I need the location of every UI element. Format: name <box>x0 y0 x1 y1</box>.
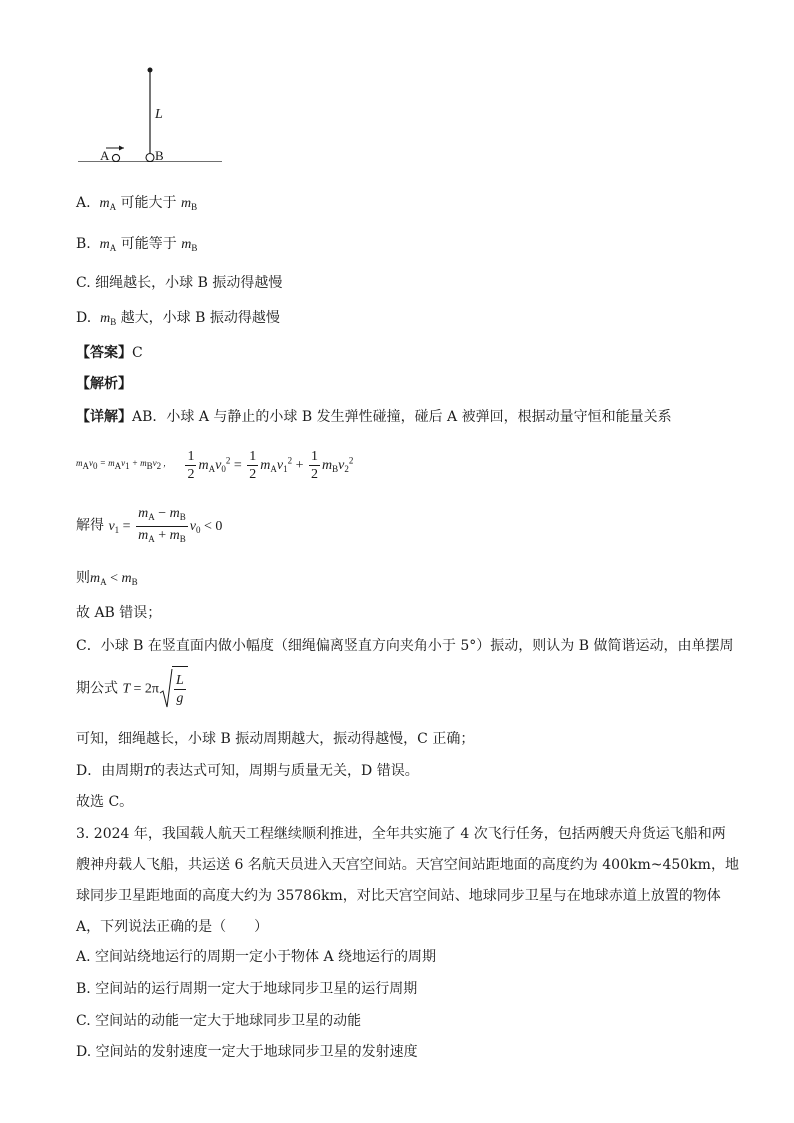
c-analysis: C．小球 B 在竖直面内做小幅度（细绳偏离竖直方向夹角小于 5°）振动，则认为 B 做简谐运动，由单摆周 <box>76 638 734 654</box>
q2-option-b: B. $m_A$ 可能等于 $m_B$ <box>76 236 198 253</box>
formula: $m_A < m_B$ <box>90 571 138 587</box>
answer-line: 【答案】C <box>76 345 143 361</box>
mass-relation: 则$m_A < m_B$ <box>76 570 138 587</box>
q3-stem-1: 3. 2024 年，我国载人航天工程继续顺利推进，全年共实施了 4 次飞行任务，包括两艘天舟货运飞船和两 <box>76 826 726 842</box>
momentum-equation: $m_Av_0 = m_Av_1 + m_Bv_2$ , <box>76 458 166 472</box>
ball-a-label: A <box>100 148 110 162</box>
ball-b <box>146 154 154 162</box>
ball-b-label: B <box>155 148 164 162</box>
final-answer: 故选 C。 <box>76 794 134 810</box>
q3-stem-4: A，下列说法正确的是（ ） <box>76 919 269 935</box>
sqrt-sign <box>159 667 173 711</box>
analysis-heading: 【解析】 <box>76 376 132 392</box>
formula: $m_B$ <box>181 196 198 212</box>
q2-option-d: D. $m_B$ 越大，小球 B 振动得越慢 <box>76 310 280 327</box>
pendulum-figure <box>70 62 230 162</box>
equations-line <box>76 442 353 487</box>
velocity-arrowhead <box>119 146 124 151</box>
q3-stem-3: 球同步卫星距地面的高度大约为 35786km，对比天宫空间站、地球同步卫星与在地球赤道上放置的物体 <box>76 888 721 904</box>
length-label: L <box>155 107 163 122</box>
formula: $m_B$ <box>181 237 198 253</box>
formula: $m_B$ <box>100 311 117 327</box>
c-conclusion: 可知，细绳越长，小球 B 振动周期越大，振动得越慢，C 正确； <box>76 731 475 747</box>
q2-option-c: C. 细绳越长，小球 B 振动得越慢 <box>76 275 283 291</box>
q3-stem-2: 艘神舟载人飞船，共运送 6 名航天员进入天宫空间站。天宫空间站距地面的高度约为 400km~450km，地 <box>76 857 739 873</box>
q3-option-d: D. 空间站的发射速度一定大于地球同步卫星的发射速度 <box>76 1044 418 1060</box>
q2-option-a: A. $m_A$ 可能大于 $m_B$ <box>76 195 198 212</box>
energy-equation: $\frac{1}{2}$ $m_Av_0^2$ = $\frac{1}{2}$ $m_Av_1^2$ + $\frac{1}{2}$ $m_Bv_2^2$ <box>187 448 354 482</box>
v1-formula: $v_1$ = $\frac{m_A - m_B}{m_A + m_B}$ $v_0 < 0$ <box>108 506 223 544</box>
d-analysis: D．由周期T的表达式可知，周期与质量无关，D 错误。 <box>76 763 419 779</box>
formula: T <box>143 764 152 779</box>
ab-conclusion: 故 AB 错误； <box>76 605 162 621</box>
ball-a <box>112 154 119 161</box>
formula: $m_A$ <box>99 196 117 212</box>
q3-option-b: B. 空间站的运行周期一定大于地球同步卫星的运行周期 <box>76 981 418 997</box>
q3-option-a: A. 空间站绕地运行的周期一定小于物体 A 绕地运行的周期 <box>76 949 437 965</box>
q3-option-c: C. 空间站的动能一定大于地球同步卫星的动能 <box>76 1013 362 1029</box>
detail-line: 【详解】AB．小球 A 与静止的小球 B 发生弹性碰撞，碰后 A 被弹回，根据动量守恒和能量关系 <box>76 409 672 425</box>
formula: $m_A$ <box>99 237 117 253</box>
solution-line: 解得 $v_1$ = $\frac{m_A - m_B}{m_A + m_B}$ $v_0 < 0$ <box>76 506 223 544</box>
period-formula: T = 2π <box>122 681 159 697</box>
period-formula-line: 期公式 T = 2π $\frac{L}{g}$ <box>76 666 188 712</box>
